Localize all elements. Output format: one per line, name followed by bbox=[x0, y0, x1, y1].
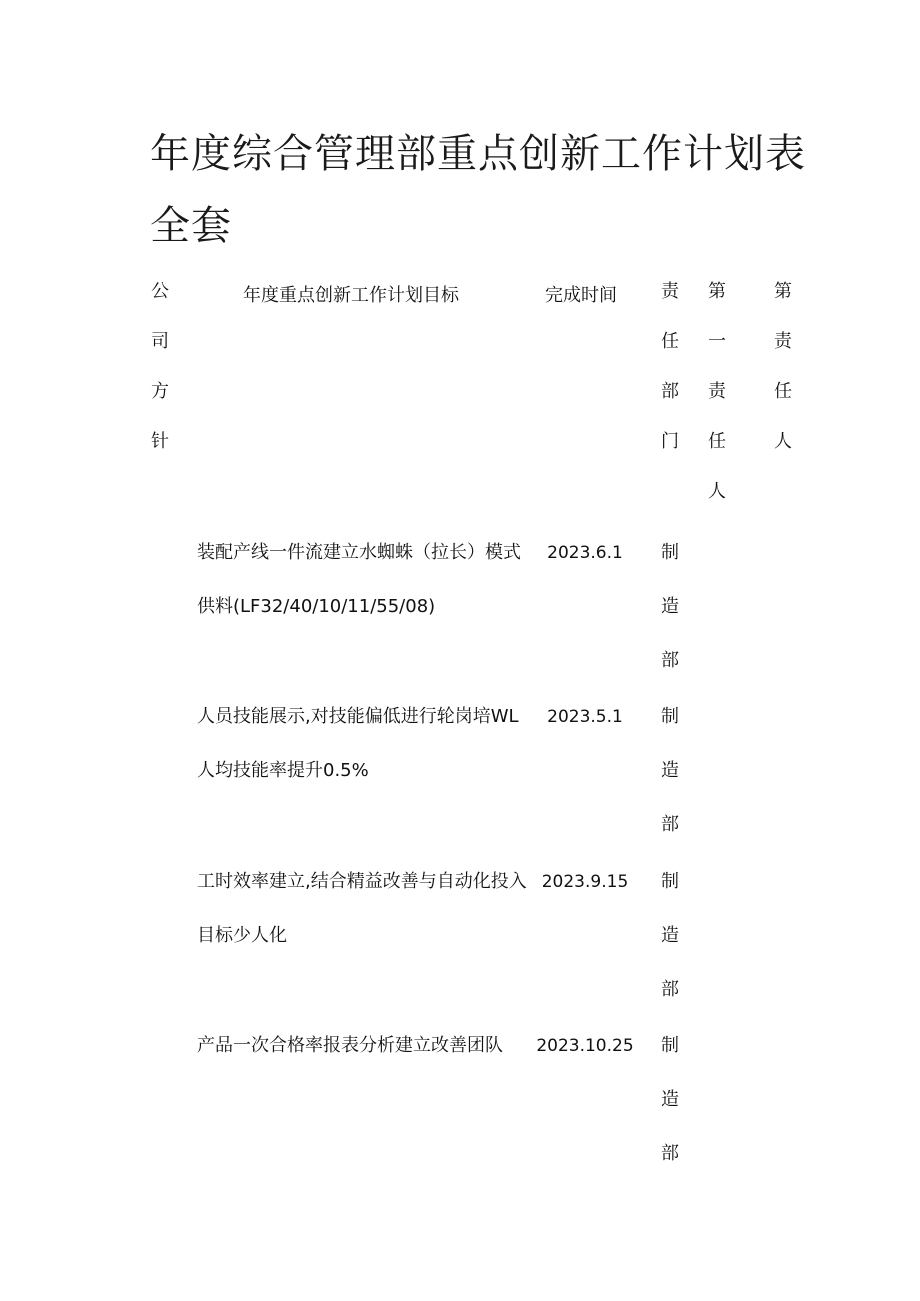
row-dept: 制造部 bbox=[661, 542, 679, 671]
row-dept: 制造部 bbox=[661, 1035, 679, 1164]
header-goal: 年度重点创新工作计划目标 bbox=[243, 285, 459, 306]
row-completion-time: 2023.6.1 bbox=[547, 543, 623, 563]
row-goal: 工时效率建立,结合精益改善与自动化投入目标少人化 bbox=[197, 871, 527, 946]
row-goal: 装配产线一件流建立水蜘蛛（拉长）模式供料(LF32/40/10/11/55/08) bbox=[197, 542, 521, 617]
row-completion-time: 2023.10.25 bbox=[536, 1036, 634, 1056]
header-responsible-dept: 责任部门 bbox=[661, 281, 679, 452]
row-dept: 制造部 bbox=[661, 871, 679, 1000]
row-completion-time: 2023.5.1 bbox=[547, 707, 623, 727]
row-goal: 产品一次合格率报表分析建立改善团队 bbox=[197, 1035, 503, 1056]
header-second-responsible: 第责任人 bbox=[774, 281, 792, 452]
document-title: 年度综合管理部重点创新工作计划表全套 bbox=[150, 131, 806, 249]
row-dept: 制造部 bbox=[661, 706, 679, 835]
row-goal: 人员技能展示,对技能偏低进行轮岗培WL人均技能率提升0.5% bbox=[197, 706, 519, 781]
header-completion-time: 完成时间 bbox=[545, 285, 617, 306]
row-completion-time: 2023.9.15 bbox=[541, 872, 629, 892]
header-first-responsible: 第一责任人 bbox=[708, 281, 726, 502]
header-company-policy: 公司方针 bbox=[151, 281, 169, 452]
